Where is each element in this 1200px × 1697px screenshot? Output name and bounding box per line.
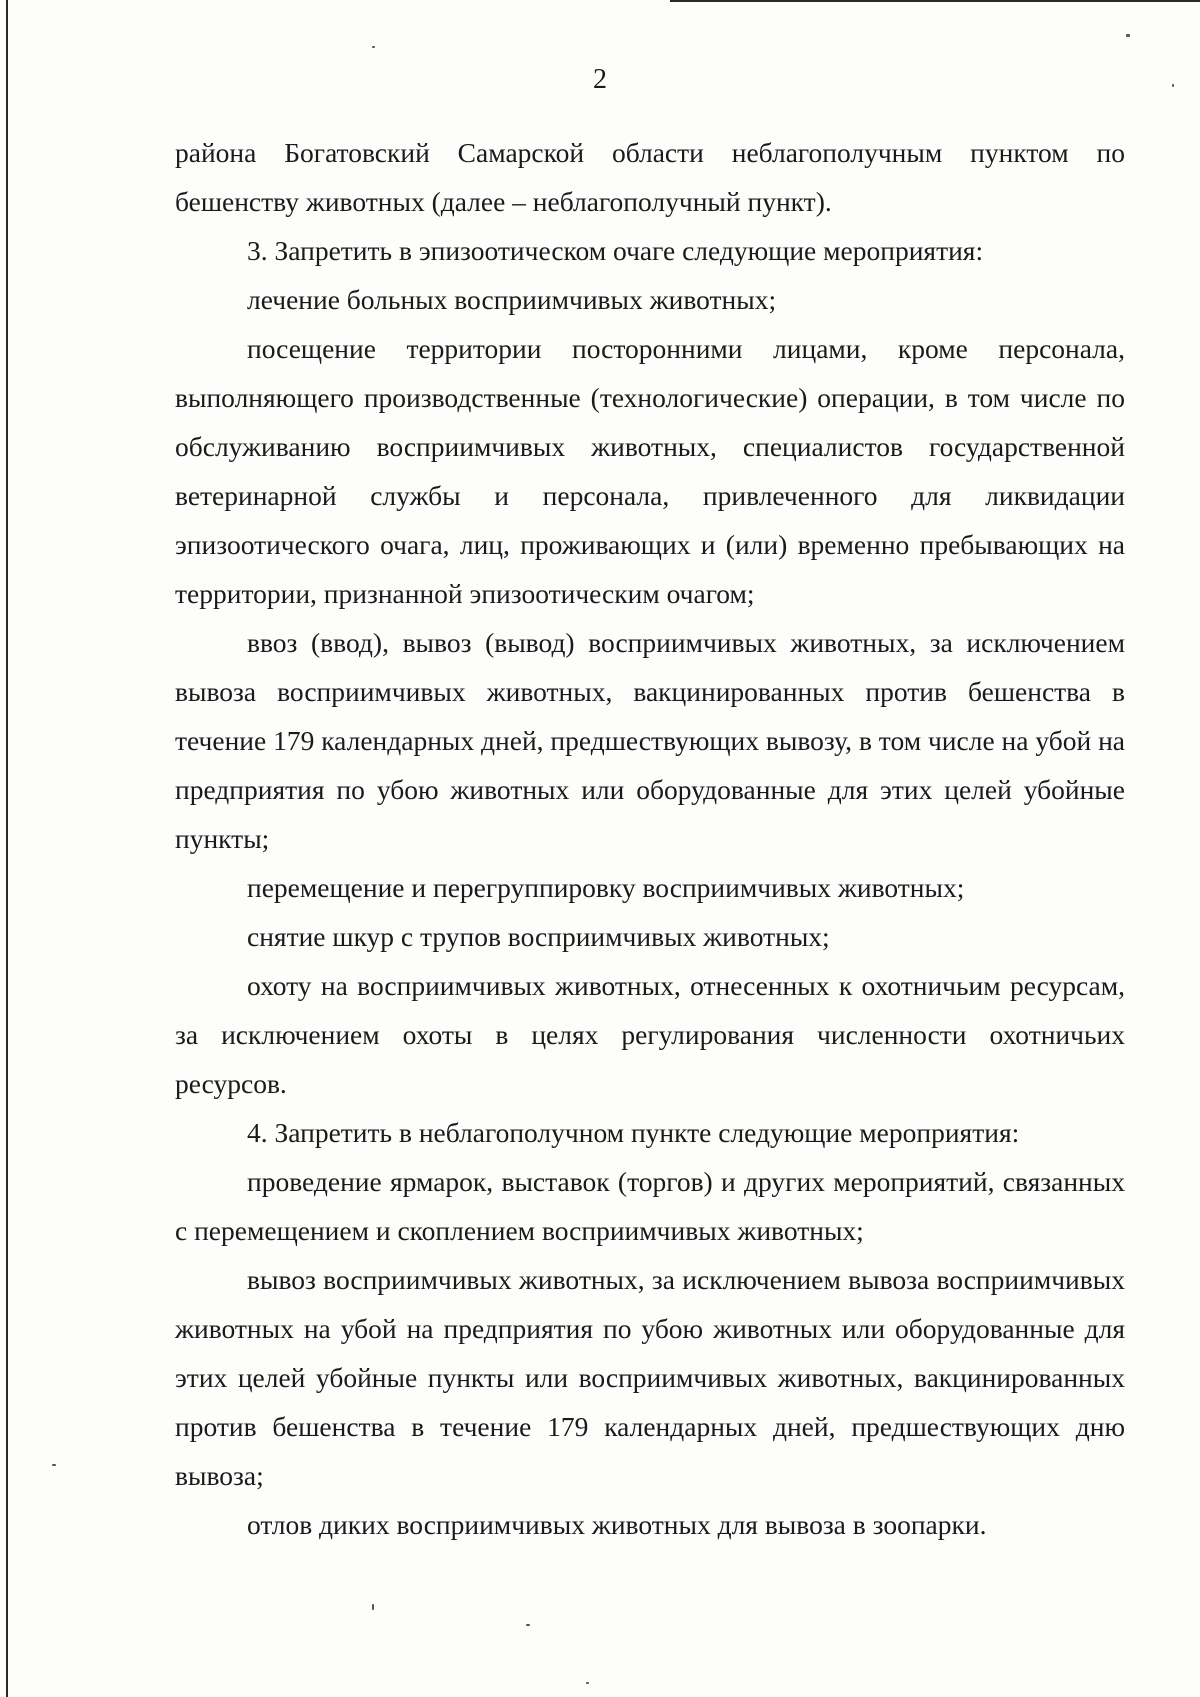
body-paragraph: лечение больных восприимчивых животных; [247,284,777,315]
body-paragraph: 3. Запретить в эпизоотическом очаге следующие мероприятия: [247,235,984,266]
body-paragraph: отлов диких восприимчивых животных для вывоза в зоопарки. [247,1509,987,1540]
body-paragraph: перемещение и перегруппировку восприимчивых животных; [247,872,965,903]
scan-speck [372,1604,374,1610]
body-paragraph: ввоз (ввод), вывоз (вывод) восприимчивых животных, за исключением вывоза восприимчивых животных, вакцинированных против бешенства в течение 179 календарных дней, предшествующих вывозу, в том числе на убой на предприятия по убою животных или оборудованные для этих целей убойные пункты; [175,627,1125,854]
body-paragraph: охоту на восприимчивых животных, отнесенных к охотничьим ресурсам, за исключением охоты в целях регулирования численности охотничьих ресурсов. [175,970,1125,1099]
body-paragraph: проведение ярмарок, выставок (торгов) и других мероприятий, связанных с перемещением и скоплением восприимчивых животных; [175,1166,1125,1246]
scan-speck [52,1464,56,1466]
scan-speck [372,46,375,48]
scan-speck [1126,34,1130,37]
document-body [175,128,1125,1549]
body-paragraph: вывоз восприимчивых животных, за исключением вывоза восприимчивых животных на убой на предприятия по убою животных или оборудованные для этих целей убойные пункты или восприимчивых животных, вакцинированных против бешенства в течение 179 календарных дней, предшествующих дню вывоза; [175,1264,1125,1491]
scan-left-edge [6,0,8,1697]
body-paragraph: посещение территории посторонними лицами, кроме персонала, выполняющего производственные (технологические) операции, в том числе по обслуживанию восприимчивых животных, специалистов государственной ветеринарной службы и персонала, привлеченного для ликвидации эпизоотического очага, лиц, проживающих и (или) временно пребывающих на территории, признанной эпизоотическим очагом; [175,333,1125,609]
scan-speck [586,1682,589,1684]
page-number: 2 [593,64,607,95]
body-paragraph: 4. Запретить в неблагополучном пункте следующие мероприятия: [247,1117,1020,1148]
body-paragraph: снятие шкур с трупов восприимчивых животных; [247,921,830,952]
body-paragraph: района Богатовский Самарской области неблагополучным пунктом по бешенству животных (далее – неблагополучный пункт). [175,137,1125,217]
scan-speck [526,1624,530,1626]
scan-top-edge [670,0,1200,2]
